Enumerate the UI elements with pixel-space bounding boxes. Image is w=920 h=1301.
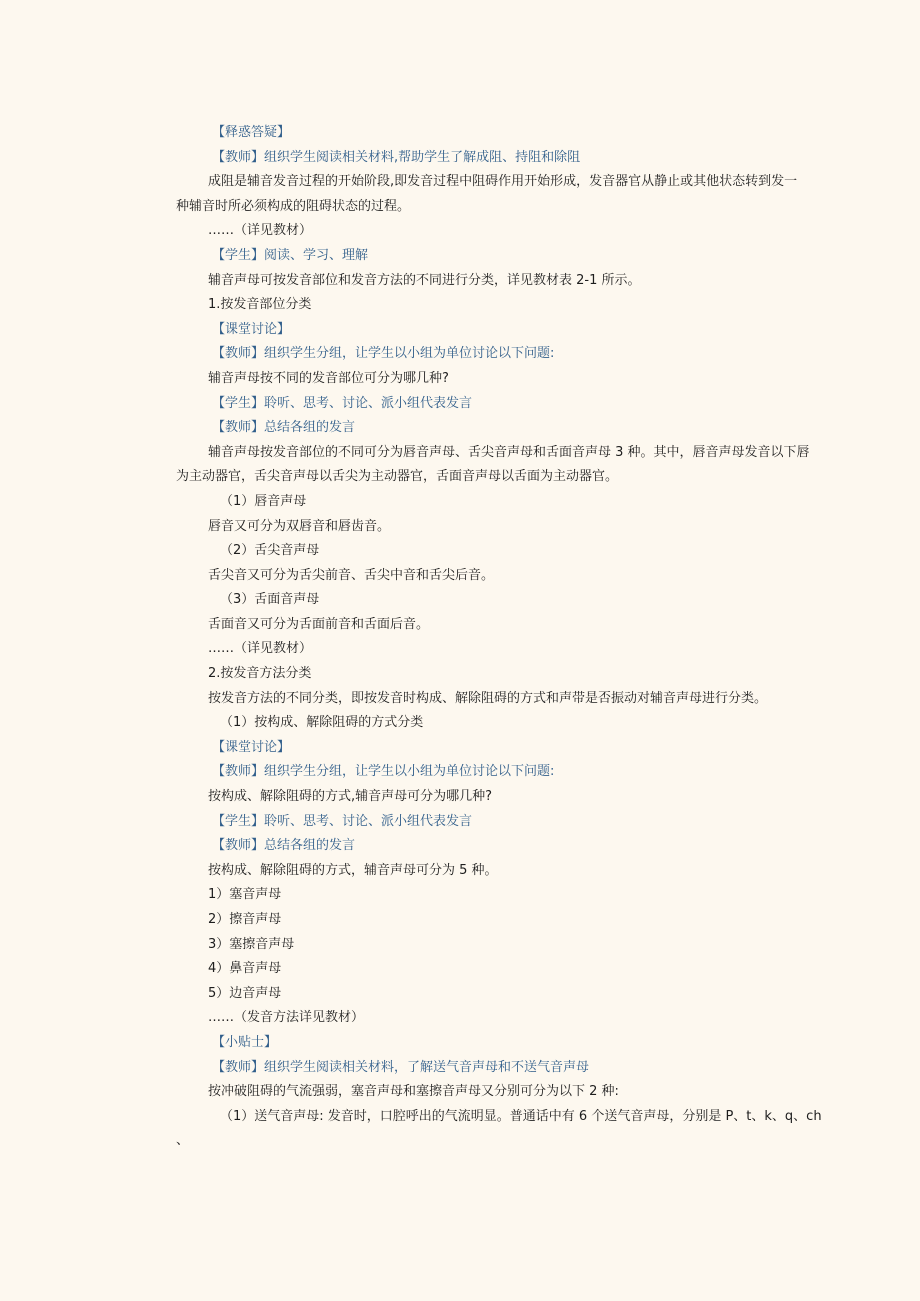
section-marker-line: 【学生】聆听、思考、讨论、派小组代表发言 [212,395,473,411]
section-marker-line: 【课堂讨论】 [212,321,291,337]
document-body [0,121,920,1154]
text-line: 5）边音声母 [208,985,282,1001]
text-line: ……（详见教材） [208,223,313,239]
section-marker-line: 【教师】总结各组的发言 [212,838,356,854]
text-line: 按构成、解除阻碍的方式,辅音声母可分为哪几种? [208,789,493,805]
text-line: （1）送气音声母: 发音时，口腔呼出的气流明显。普通话中有 6 个送气音声母，分别是 P、t、k、q、ch [220,1108,822,1124]
section-marker-line: 【教师】组织学生分组，让学生以小组为单位讨论以下问题: [212,346,555,362]
text-line: （3）舌面音声母 [220,592,320,608]
section-marker-line: 【教师】组织学生阅读相关材料,帮助学生了解成阻、持阻和除阻 [212,149,581,165]
section-marker-line: 【学生】阅读、学习、理解 [212,247,369,263]
section-marker-line: 【学生】聆听、思考、讨论、派小组代表发言 [212,813,473,829]
section-marker-line: 【释惑答疑】 [212,125,291,140]
text-line: 成阻是辅音发音过程的开始阶段,即发音过程中阻碍作用开始形成，发音器官从静止或其他状态转到发一 [208,174,798,190]
text-line: 、 [176,1133,190,1149]
text-line: 2）擦音声母 [208,912,282,927]
text-line: 种辅音时所必须构成的阻碍状态的过程。 [176,198,411,214]
text-line: 唇音又可分为双唇音和唇齿音。 [208,518,391,534]
text-line: 为主动器官，舌尖音声母以舌尖为主动器官，舌面音声母以舌面为主动器官。 [176,469,619,485]
section-marker-line: 【课堂讨论】 [212,739,291,755]
text-line: （1）唇音声母 [220,493,307,509]
text-line: （1）按构成、解除阻碍的方式分类 [220,715,424,731]
text-line: 1.按发音部位分类 [208,297,312,313]
text-line: 辅音声母按发音部位的不同可分为唇音声母、舌尖音声母和舌面音声母 3 种。其中，唇音声母发音以下唇 [208,444,810,460]
text-line: 1）塞音声母 [208,887,282,903]
section-marker-line: 【教师】组织学生阅读相关材料，了解送气音声母和不送气音声母 [212,1059,590,1075]
text-line: 舌面音又可分为舌面前音和舌面后音。 [208,616,430,632]
text-line: 4）鼻音声母 [208,961,282,977]
text-line: ……（详见教材） [208,641,313,657]
text-line: 按冲破阻碍的气流强弱，塞音声母和塞擦音声母又分别可分为以下 2 种: [208,1084,619,1100]
text-line: ……（发音方法详见教材） [208,1010,365,1026]
text-line: 按发音方法的不同分类，即按发音时构成、解除阻碍的方式和声带是否振动对辅音声母进行分类。 [208,690,768,706]
text-line: 舌尖音又可分为舌尖前音、舌尖中音和舌尖后音。 [208,567,495,583]
section-marker-line: 【教师】组织学生分组，让学生以小组为单位讨论以下问题: [212,764,555,780]
section-marker-line: 【教师】总结各组的发言 [212,420,356,436]
text-line: 2.按发音方法分类 [208,666,312,682]
text-line: （2）舌尖音声母 [220,543,320,559]
text-line: 辅音声母可按发音部位和发音方法的不同进行分类，详见教材表 2-1 所示。 [208,272,641,288]
text-line: 按构成、解除阻碍的方式，辅音声母可分为 5 种。 [208,862,498,878]
text-line: 3）塞擦音声母 [208,936,295,952]
text-line: 辅音声母按不同的发音部位可分为哪几种? [208,370,449,386]
section-marker-line: 【小贴士】 [212,1034,278,1050]
